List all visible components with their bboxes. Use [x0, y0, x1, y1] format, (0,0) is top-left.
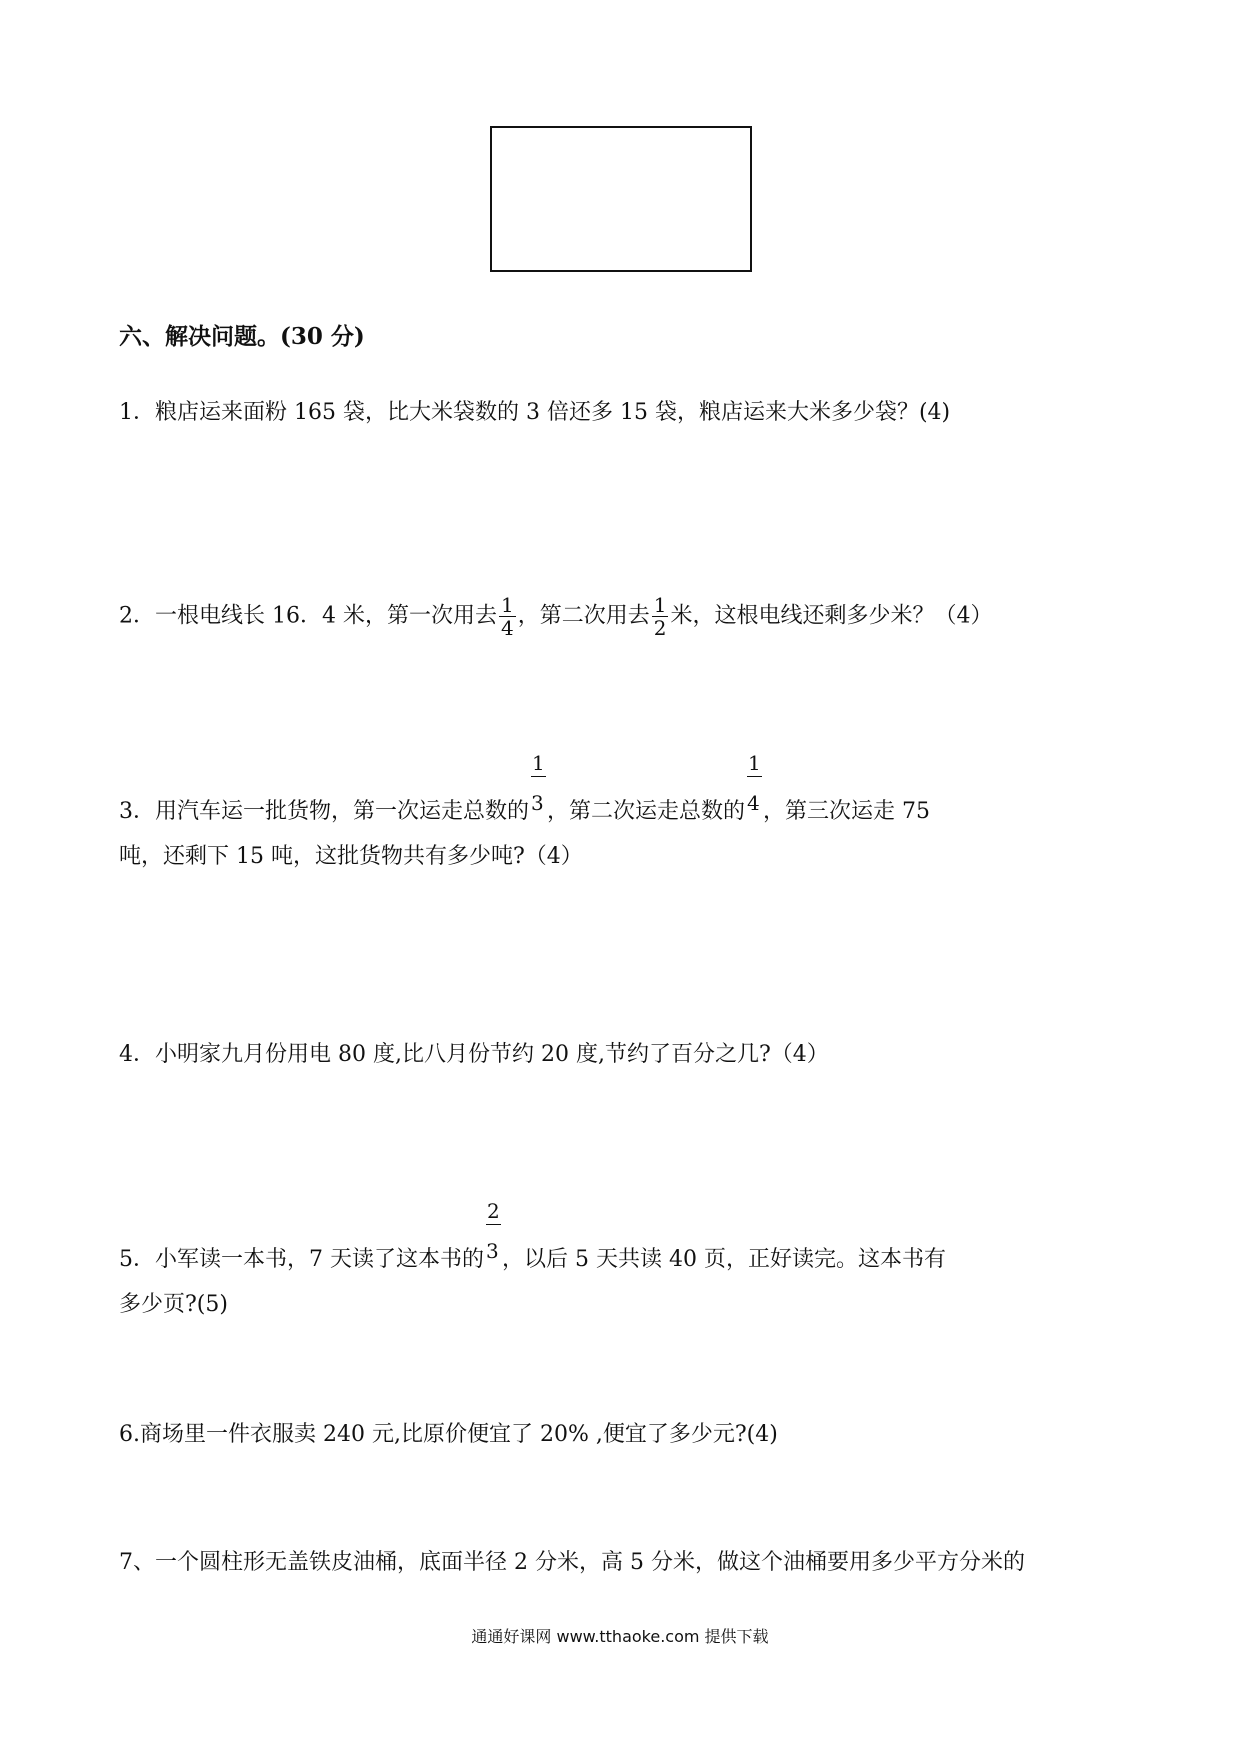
- fraction-one-quarter: [745, 751, 763, 818]
- fraction-denominator: 2: [653, 616, 667, 640]
- footer-credit: 通通好课网 www.tthaoke.com 提供下载: [471, 1627, 769, 1646]
- problem-3-text-3: ，第三次运走 75: [763, 799, 931, 824]
- fraction-numerator: 2: [487, 1199, 500, 1223]
- problem-2: [119, 594, 992, 639]
- problem-2-text-2: ，第二次用去: [517, 603, 650, 629]
- answer-box: [490, 126, 752, 272]
- problem-6: 6.商场里一件衣服卖 240 元,比原价便宜了 20% ,便宜了多少元?(4): [119, 1422, 778, 1447]
- problem-1: 1．粮店运来面粉 165 袋，比大米袋数的 3 倍还多 15 袋，粮店运来大米多少袋？(4): [119, 400, 951, 425]
- problem-5-text-1: 5．小军读一本书，7 天读了这本书的: [119, 1247, 484, 1272]
- problem-5-text-2: ，以后 5 天共读 40 页，正好读完。这本书有: [502, 1247, 946, 1272]
- problem-3-text-2: ，第二次运走总数的: [547, 799, 746, 824]
- problem-2-text-3: 米，这根电线还剩多少米？（4）: [670, 603, 993, 629]
- section-heading: 六、解决问题。(30 分): [119, 323, 365, 350]
- fraction-denominator: 3: [486, 1239, 499, 1263]
- fraction-numerator: 1: [653, 593, 667, 617]
- fraction-denominator: 3: [531, 791, 544, 815]
- problem-5-line-1: [119, 1199, 946, 1275]
- problem-2-text-1: 2．一根电线长 16．4 米，第一次用去: [119, 603, 497, 629]
- problem-5-line-2: 多少页?(5): [119, 1292, 228, 1317]
- problem-7: 7、一个圆柱形无盖铁皮油桶，底面半径 2 分米，高 5 分米，做这个油桶要用多少平方分米的: [119, 1550, 1025, 1575]
- problem-4: 4．小明家九月份用电 80 度,比八月份节约 20 度,节约了百分之几?（4）: [119, 1042, 829, 1067]
- fraction-denominator: 4: [747, 791, 760, 815]
- fraction-numerator: 1: [532, 751, 545, 775]
- problem-3-line-2: 吨，还剩下 15 吨，这批货物共有多少吨?（4）: [119, 844, 583, 869]
- fraction-one-half: [652, 594, 669, 639]
- fraction-two-thirds: [484, 1199, 502, 1266]
- problem-3-text-1: 3．用汽车运一批货物，第一次运走总数的: [119, 799, 529, 824]
- problem-3-line-1: [119, 751, 931, 827]
- fraction-numerator: 1: [748, 751, 761, 775]
- fraction-one-third: [529, 751, 547, 818]
- fraction-one-quarter: [499, 594, 516, 639]
- fraction-denominator: 4: [500, 616, 514, 640]
- fraction-numerator: 1: [500, 593, 514, 617]
